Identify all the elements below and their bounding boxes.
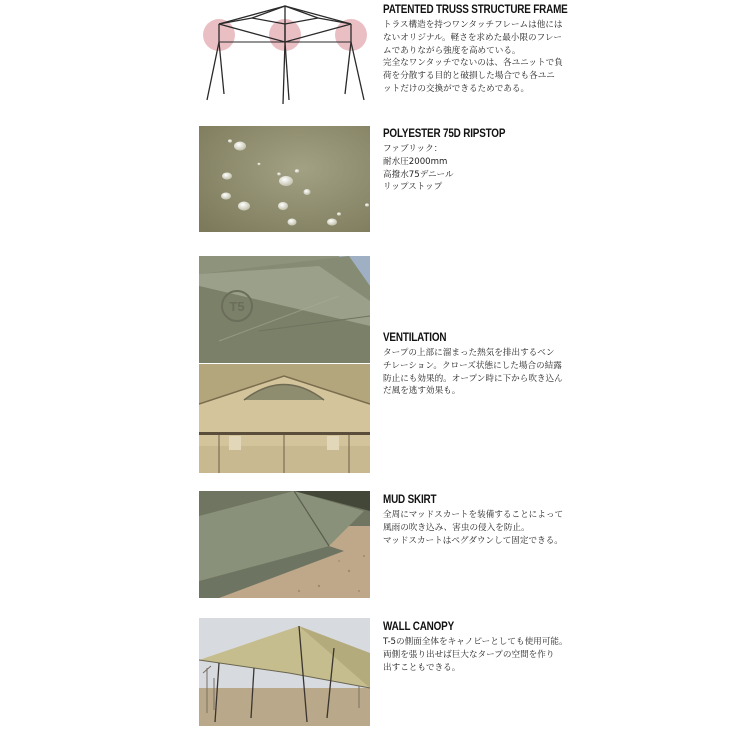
- wall-canopy-photo: [199, 618, 370, 726]
- feature-description-line: 両側を張り出せば巨大なタープの空間を作り: [383, 649, 555, 660]
- feature-description-line: ットだけの交換ができるためである。: [383, 83, 530, 94]
- feature-description-line: 耐水圧2000mm: [383, 156, 448, 167]
- feature-description-line: チレーション。クローズ状態にした場合の結露: [383, 360, 562, 371]
- feature-description-line: マッドスカートはペグダウンして固定できる。: [383, 535, 563, 546]
- feature-description-line: 出すこともできる。: [383, 662, 461, 673]
- feature-mud-skirt: [0, 488, 756, 603]
- feature-description-line: 防止にも効果的。オープン時に下から吹き込ん: [383, 373, 563, 384]
- feature-truss-frame: [0, 0, 756, 110]
- feature-description-line: ないオリジナル。軽さを求めた最小限のフレー: [383, 32, 563, 43]
- brand-logo-text: T5: [229, 299, 245, 314]
- feature-description-line: 高撥水75デニール: [383, 169, 454, 180]
- feature-title: VENTILATION: [383, 332, 447, 344]
- ventilation-exterior-photo: [199, 256, 370, 363]
- fabric-water-droplets-photo: [199, 126, 370, 232]
- feature-description-line: だ風を逃す効果も。: [383, 386, 461, 397]
- feature-description-line: 完全なワンタッチでないのは、各ユニットで負: [383, 58, 563, 69]
- feature-description-line: 風雨の吹き込み、害虫の侵入を防止。: [383, 522, 530, 533]
- feature-description-line: 荷を分散する目的と破損した場合でも各ユニ: [383, 71, 555, 82]
- feature-description-line: トラス構造を持つワンタッチフレームは他には: [383, 20, 563, 30]
- feature-description-line: リップストップ: [383, 182, 443, 193]
- feature-ripstop: [0, 120, 756, 240]
- feature-title: WALL CANOPY: [383, 621, 455, 633]
- feature-title: PATENTED TRUSS STRUCTURE FRAME: [383, 4, 568, 16]
- feature-description-line: ムでありながら強度を高めている。: [383, 45, 521, 56]
- feature-description-line: ファブリック：: [383, 144, 443, 154]
- feature-description-line: 全周にマッドスカートを装備することによって: [383, 510, 564, 520]
- feature-ventilation: [0, 252, 756, 477]
- feature-description-line: T-5の側面全体をキャノピーとしても使用可能。: [383, 637, 568, 647]
- feature-description-line: タープの上部に溜まった熱気を排出するベン: [383, 348, 555, 358]
- feature-wall-canopy: [0, 615, 756, 735]
- truss-frame-illustration: [199, 2, 370, 108]
- feature-title: POLYESTER 75D RIPSTOP: [383, 128, 506, 140]
- mud-skirt-photo: [199, 491, 370, 598]
- feature-title: MUD SKIRT: [383, 494, 437, 506]
- ventilation-interior-photo: [199, 364, 370, 473]
